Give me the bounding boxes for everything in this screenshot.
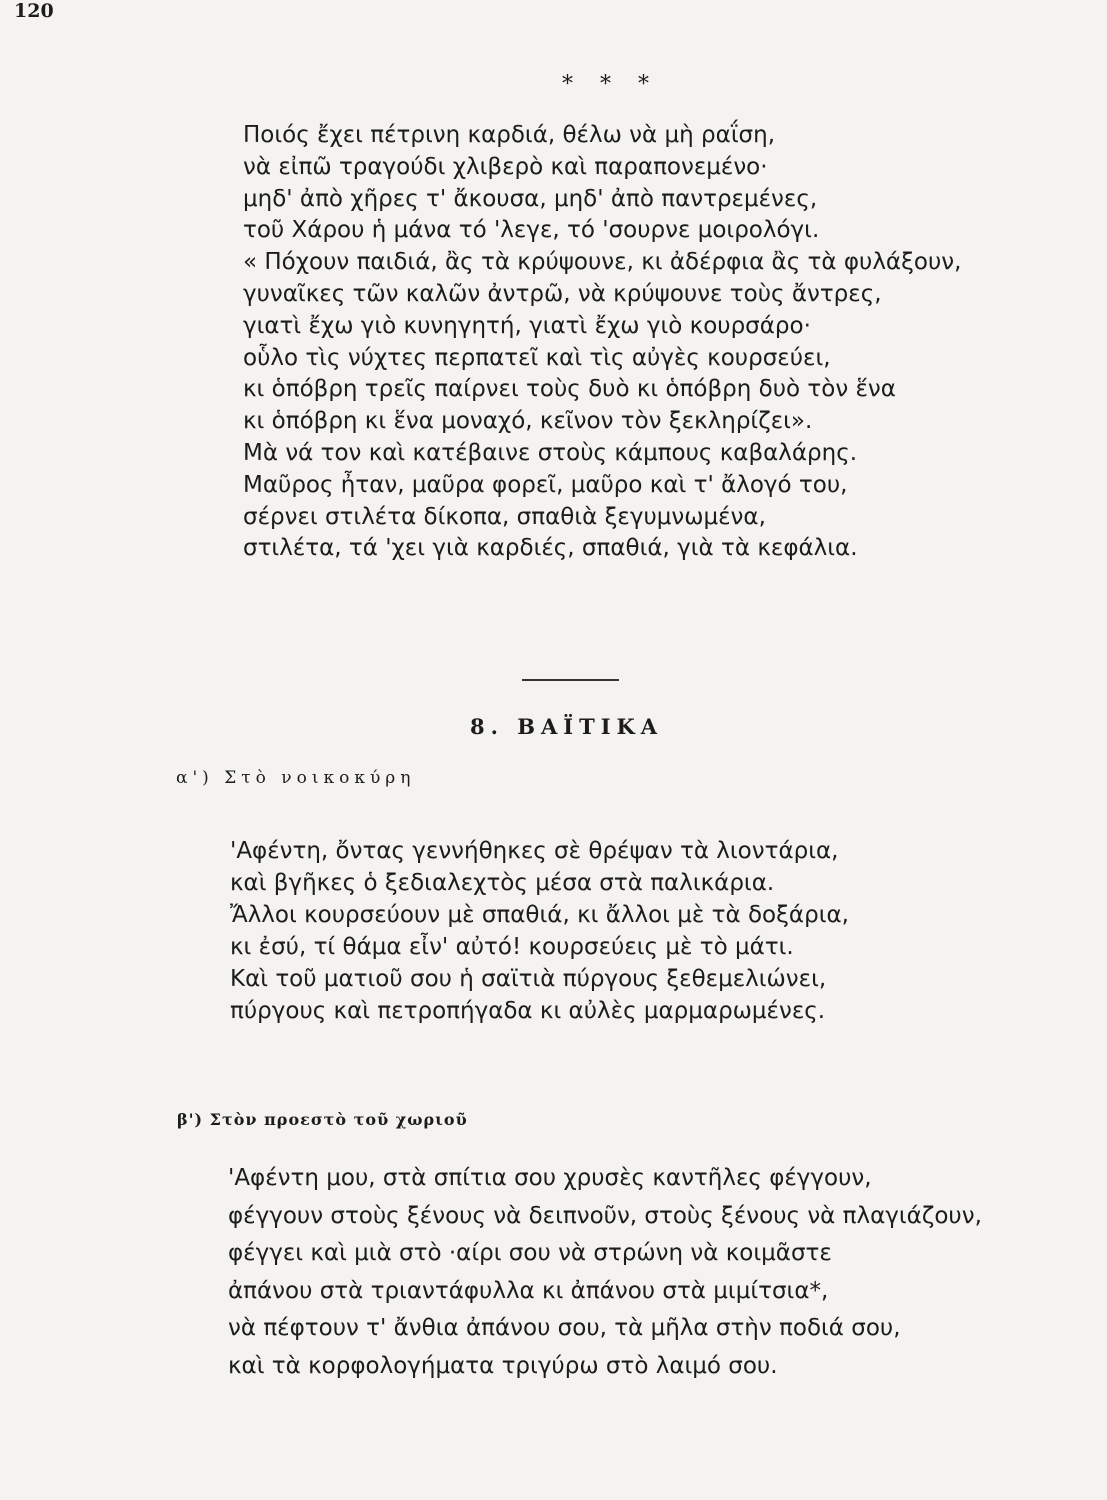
poem-line: Καὶ τοῦ ματιοῦ σου ἡ σαϊτιὰ πύργους ξεθεμελιώνει, — [230, 966, 827, 992]
poem-line: στιλέτα, τά 'χει γιὰ καρδιές, σπαθιά, γιὰ τὰ κεφάλια. — [243, 535, 858, 562]
poem-line: γυναῖκες τῶν καλῶν ἀντρῶ, νὰ κρύψουνε τοὺς ἄντρες, — [243, 280, 882, 307]
poem-line: νὰ εἰπῶ τραγούδι χλιβερὸ καὶ παραπονεμένο· — [243, 153, 768, 180]
section-separator: * * * — [562, 72, 659, 97]
poem-line: « Πόχουν παιδιά, ἂς τὰ κρύψουνε, κι ἀδέρφια ἂς τὰ φυλάξουν, — [243, 249, 962, 276]
subsection-heading-b: β') Στὸν προεστὸ τοῦ χωριοῦ — [177, 1110, 468, 1129]
page-number: 120 — [14, 0, 54, 22]
subsection-heading-a: α') Στὸ νοικοκύρη — [176, 768, 416, 788]
poem-line: Ἄλλοι κουρσεύουν μὲ σπαθιά, κι ἄλλοι μὲ τὰ δοξάρια, — [230, 902, 849, 928]
poem-line: Ποιός ἔχει πέτρινη καρδιά, θέλω νὰ μὴ ραΐση, — [243, 122, 776, 148]
poem-line: κι ἐσύ, τί θάμα εἶν' αὐτό! κουρσεύεις μὲ τὸ μάτι. — [230, 934, 794, 960]
poem-1 — [243, 120, 961, 565]
poem-line: καὶ βγῆκες ὁ ξεδιαλεχτὸς μέσα στὰ παλικάρια. — [230, 870, 775, 896]
poem-line: 'Αφέντη μου, στὰ σπίτια σου χρυσὲς καντῆλες φέγγουν, — [228, 1165, 872, 1191]
divider-rule — [522, 679, 619, 681]
poem-line: καὶ τὰ κορφολογήματα τριγύρω στὸ λαιμό σου. — [228, 1352, 778, 1379]
poem-line: οὗλο τὶς νύχτες περπατεῖ καὶ τὶς αὐγὲς κουρσεύει, — [243, 344, 831, 371]
poem-line: Μαῦρος ἦταν, μαῦρα φορεῖ, μαῦρο καὶ τ' ἄλογό του, — [243, 471, 848, 498]
poem-line: ἀπάνου στὰ τριαντάφυλλα κι ἀπάνου στὰ μιμίτσια*, — [228, 1277, 829, 1304]
poem-line: μηδ' ἀπὸ χῆρες τ' ἄκουσα, μηδ' ἀπὸ παντρεμένες, — [243, 185, 818, 212]
poem-line: κι ὁπόβρη κι ἕνα μοναχό, κεῖνον τὸν ξεκληρίζει». — [243, 408, 813, 435]
poem-line: κι ὁπόβρη τρεῖς παίρνει τοὺς δυὸ κι ὁπόβρη δυὸ τὸν ἕνα — [243, 376, 896, 403]
poem-line: φέγγουν στοὺς ξένους νὰ δειπνοῦν, στοὺς ξένους νὰ πλαγιάζουν, — [228, 1202, 982, 1229]
poem-line: τοῦ Χάρου ἡ μάνα τό 'λεγε, τό 'σουρνε μοιρολόγι. — [243, 217, 820, 244]
poem-line: γιατὶ ἔχω γιὸ κυνηγητή, γιατὶ ἔχω γιὸ κουρσάρο· — [243, 312, 811, 339]
poem-line: 'Αφέντη, ὄντας γεννήθηκες σὲ θρέψαν τὰ λιοντάρια, — [230, 838, 839, 864]
poem-line: πύργους καὶ πετροπήγαδα κι αὐλὲς μαρμαρωμένες. — [230, 998, 826, 1024]
poem-line: νὰ πέφτουν τ' ἄνθια ἀπάνου σου, τὰ μῆλα στὴν ποδιά σου, — [228, 1315, 901, 1341]
section-title: 8. ΒΑΪΤΙΚΑ — [470, 714, 664, 739]
poem-line: σέρνει στιλέτα δίκοπα, σπαθιὰ ξεγυμνωμένα, — [243, 503, 766, 530]
poem-line: φέγγει καὶ μιὰ στὸ ·αίρι σου νὰ στρώνη νὰ κοιμᾶστε — [228, 1240, 832, 1266]
poem-line: Μὰ νά τον καὶ κατέβαινε στοὺς κάμπους καβαλάρης. — [243, 439, 858, 466]
poem-3 — [228, 1160, 982, 1385]
poem-2 — [230, 835, 849, 1027]
